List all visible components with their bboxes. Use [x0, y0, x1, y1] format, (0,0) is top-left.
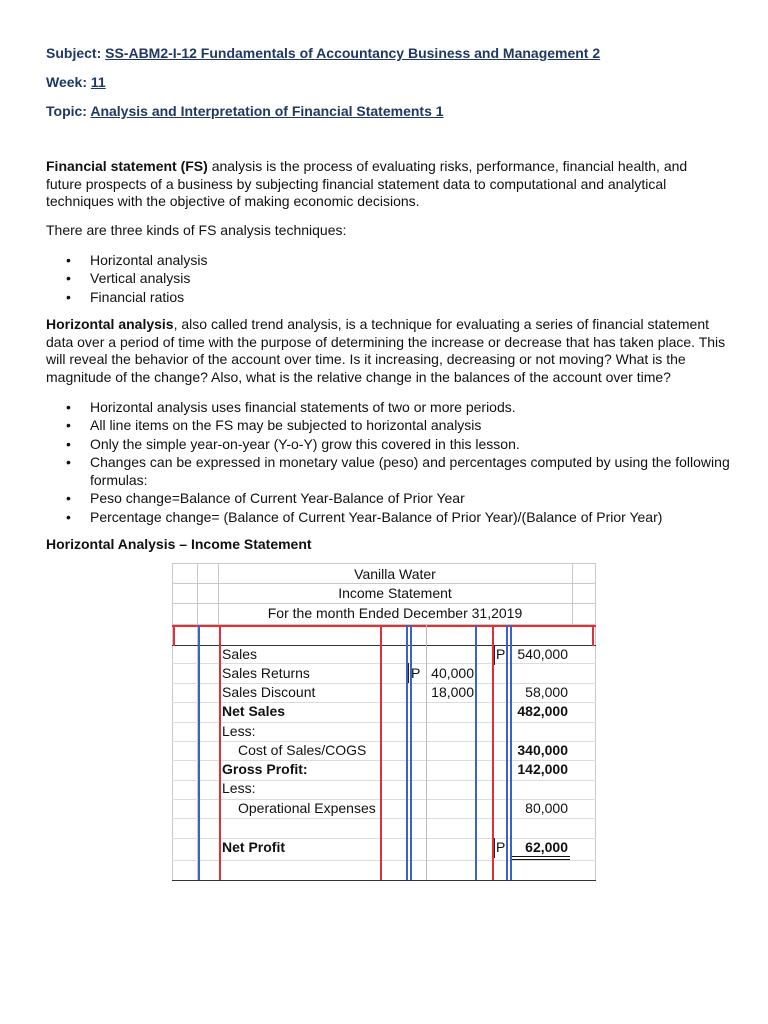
topic-value: Analysis and Interpretation of Financial Statements 1 [90, 103, 444, 119]
income-statement-table [172, 563, 596, 881]
horizontal-text: , also called trend analysis, is a technique for evaluating a series of financial statement data over a period of time with the purpose of determining the increase or decrease that has taken place. This will reveal the behavior of the account over time. Is it increasing, decreasing or not moving? What is the magnitude of the change? Also, what is the relative change in the balances of the account over time? [46, 316, 726, 385]
row-label-opex: Operational Expenses [238, 800, 376, 816]
intro-paragraph [46, 158, 726, 211]
list-item: • All line items on the FS may be subjected to horizontal analysis [46, 416, 736, 434]
grid-line [572, 563, 573, 625]
topic-line [46, 103, 444, 119]
discount-amount: 18,000 [431, 684, 474, 700]
blue-border [475, 625, 477, 880]
row-label-net-sales: Net Sales [222, 703, 286, 719]
list-item: • Changes can be expressed in monetary value (peso) and percentages computed by using the following formulas: [46, 453, 736, 490]
list-item: • Financial ratios [46, 288, 736, 306]
list-item: • Percentage change= (Balance of Current Year-Balance of Prior Year)/(Balance of Prior Year) [46, 508, 736, 526]
grid-line [172, 818, 596, 819]
currency-sign: P [496, 839, 506, 855]
net-profit-total: 62,000 [525, 839, 568, 855]
subject-value: SS-ABM2-I-12 Fundamentals of Accountancy Business and Management 2 [105, 45, 601, 61]
list-item: • Peso change=Balance of Current Year-Balance of Prior Year [46, 489, 736, 507]
row-label-gross-profit: Gross Profit: [222, 761, 308, 777]
blue-border [198, 625, 200, 880]
opex-total: 80,000 [525, 800, 568, 816]
grid-line [172, 860, 596, 861]
discount-total: 58,000 [525, 684, 568, 700]
section-title: Horizontal Analysis – Income Statement [46, 536, 312, 552]
week-value: 11 [90, 74, 106, 90]
red-border [173, 625, 175, 646]
gross-profit-total: 142,000 [517, 761, 568, 777]
row-label-less: Less: [222, 723, 256, 739]
row-label-net-profit: Net Profit [222, 839, 285, 855]
week-line [46, 74, 106, 90]
cell-border [408, 663, 409, 683]
week-label: Week: [46, 74, 87, 90]
table-bottom-rule [172, 880, 596, 881]
horizontal-paragraph [46, 316, 726, 386]
list-item: • Horizontal analysis uses financial statements of two or more periods. [46, 398, 736, 416]
double-underline [512, 859, 570, 860]
kinds-intro: There are three kinds of FS analysis techniques: [46, 222, 347, 238]
subject-line [46, 45, 600, 61]
horizontal-term: Horizontal analysis [46, 316, 174, 332]
list-item: • Only the simple year-on-year (Y-o-Y) grow this covered in this lesson. [46, 435, 736, 453]
horizontal-points-list [46, 398, 736, 526]
grid-line [172, 563, 596, 564]
topic-label: Topic: [46, 103, 87, 119]
list-item: • Vertical analysis [46, 269, 736, 287]
row-label-discount: Sales Discount [222, 684, 316, 700]
double-underline [512, 856, 570, 857]
techniques-list [46, 251, 736, 306]
cell-border [494, 838, 495, 858]
red-border [172, 625, 596, 627]
red-border [219, 625, 221, 880]
net-sales-total: 482,000 [517, 703, 568, 719]
cogs-total: 340,000 [517, 742, 568, 758]
cell-border [494, 645, 495, 665]
currency-sign: P [411, 665, 421, 681]
intro-term: Financial statement (FS) [46, 158, 208, 174]
red-border [380, 625, 382, 880]
company-name: Vanilla Water [354, 566, 436, 582]
red-border [592, 625, 594, 646]
currency-sign: P [496, 646, 506, 662]
statement-period: For the month Ended December 31,2019 [267, 605, 523, 621]
row-label-less: Less: [222, 780, 256, 796]
blue-border [506, 625, 508, 880]
row-label-sales: Sales [222, 646, 258, 662]
sales-total: 540,000 [517, 646, 568, 662]
statement-title: Income Statement [338, 585, 452, 601]
row-label-cogs: Cost of Sales/COGS [238, 742, 367, 758]
returns-amount: 40,000 [431, 665, 474, 681]
row-label-returns: Sales Returns [222, 665, 310, 681]
intro-text: analysis is the process of evaluating risks, performance, financial health, and future prospects of a business by subjecting financial statement data to computational and analytical techniques with the objective of making economic decisions. [46, 158, 688, 209]
subject-label: Subject: [46, 45, 102, 61]
list-item: • Horizontal analysis [46, 251, 736, 269]
